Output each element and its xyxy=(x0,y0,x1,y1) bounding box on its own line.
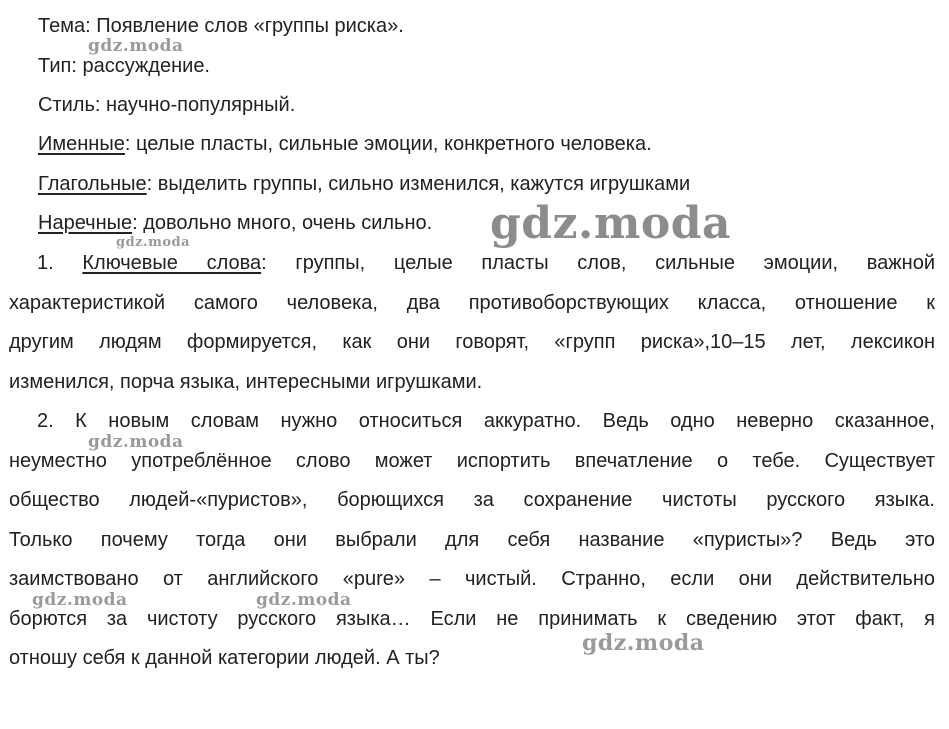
p2-line-7: отношу себя к данной категории людей. А ты? xyxy=(9,647,440,669)
nominal-label: Именные xyxy=(38,133,125,155)
verbal-text: : выделить группы, сильно изменился, кажутся игрушками xyxy=(146,173,691,195)
p2-line-6: борются за чистоту русского языка… Если не принимать к сведению этот факт, я xyxy=(9,608,935,630)
watermark-logo: gdz.moda xyxy=(88,432,184,452)
style-line: Стиль: научно-популярный. xyxy=(38,94,296,116)
watermark-logo: gdz.moda xyxy=(32,590,128,610)
verbal-label: Глагольные xyxy=(38,173,147,195)
watermark-logo: gdz.moda xyxy=(116,235,191,250)
watermark-logo: gdz.moda xyxy=(256,590,352,610)
p2-line-2: неуместно употреблённое слово может испортить впечатление о тебе. Существует xyxy=(9,450,935,472)
adverbial-label: Наречные xyxy=(38,212,133,234)
nominal-text: : целые пласты, сильные эмоции, конкретного человека. xyxy=(124,133,652,155)
p2-line-3: общество людей-«пуристов», борющихся за сохранение чистоты русского языка. xyxy=(9,489,935,511)
topic-line: Тема: Появление слов «группы риска». xyxy=(38,15,404,37)
nominal-line xyxy=(38,132,652,156)
p1-line-3: другим людям формируется, как они говорят, «групп риска»,10–15 лет, лексикон xyxy=(9,331,935,353)
watermark-logo: gdz.moda xyxy=(490,198,732,249)
p2-line-4: Только почему тогда они выбрали для себя название «пуристы»? Ведь это xyxy=(9,529,935,551)
watermark-logo: gdz.moda xyxy=(88,36,184,56)
verbal-line xyxy=(38,172,690,196)
p1-keywords-label: Ключевые слова xyxy=(82,252,262,274)
p1-number: 1. xyxy=(37,252,54,274)
p2-line-1: 2. К новым словам нужно относиться аккуратно. Ведь одно неверно сказанное, xyxy=(37,410,935,432)
adverbial-text: : довольно много, очень сильно. xyxy=(132,212,433,234)
p1-line-1 xyxy=(9,251,935,275)
adverbial-line xyxy=(38,211,432,235)
type-line: Тип: рассуждение. xyxy=(38,55,210,77)
p1-line-1-rest: : группы, целые пласты слов, сильные эмоции, важной xyxy=(261,252,935,274)
watermark-logo: gdz.moda xyxy=(582,630,705,656)
p1-line-2: характеристикой самого человека, два противоборствующих класса, отношение к xyxy=(9,292,935,314)
p2-line-5: заимствовано от английского «pure» – чистый. Странно, если они действительно xyxy=(9,568,935,590)
p1-line-4: изменился, порча языка, интересными игрушками. xyxy=(9,371,483,393)
